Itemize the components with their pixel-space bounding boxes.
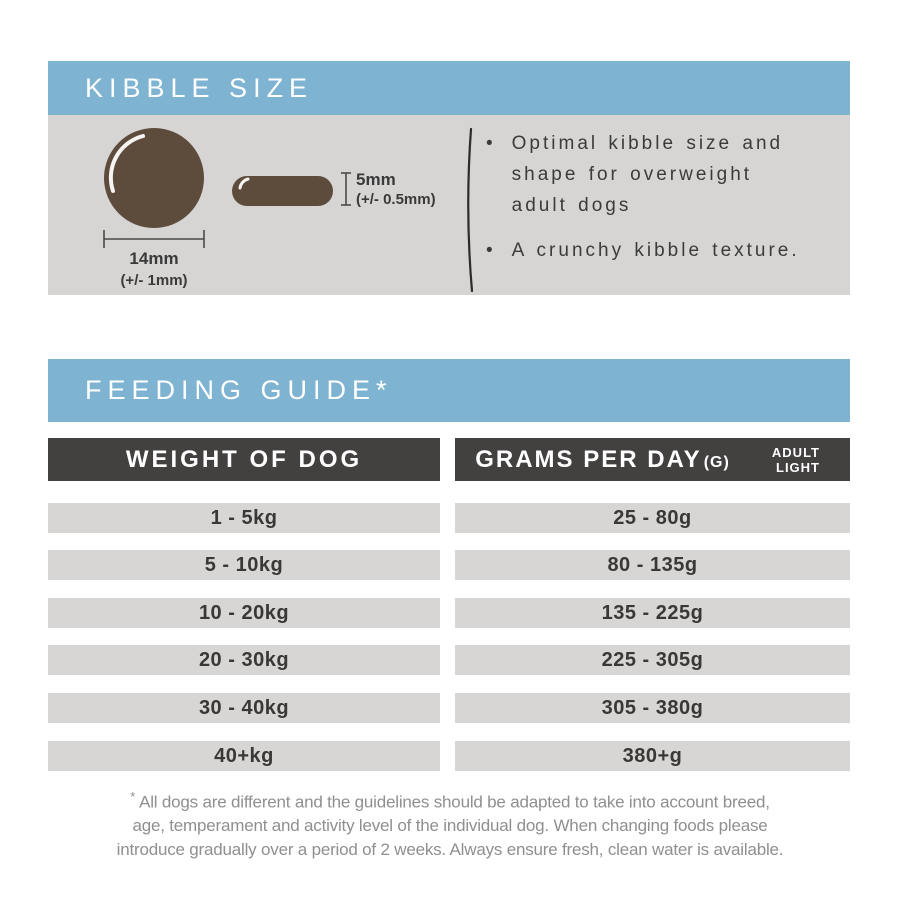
bullet-text: A crunchy kibble texture. xyxy=(511,240,800,261)
grams-unit-label: (G) xyxy=(703,453,730,471)
grams-header-label xyxy=(475,446,730,474)
table-cell-grams: 225 - 305g xyxy=(455,645,850,675)
diameter-dimension-line xyxy=(104,230,204,248)
height-tolerance-label: (+/- 0.5mm) xyxy=(356,191,436,208)
table-cell-weight: 30 - 40kg xyxy=(48,693,440,723)
badge-line-2: LIGHT xyxy=(776,459,820,475)
height-dimension-line xyxy=(341,173,351,205)
kibble-bullet-list xyxy=(486,128,826,266)
height-label: 5mm xyxy=(356,170,396,189)
footnote-line: introduce gradually over a period of 2 weeks. Always ensure fresh, clean water is available. xyxy=(116,839,784,859)
footnote-line: age, temperament and activity level of the individual dog. When changing foods please xyxy=(132,816,768,836)
table-cell-grams: 80 - 135g xyxy=(455,550,850,580)
table-cell-weight: 1 - 5kg xyxy=(48,503,440,533)
bullet-icon: • xyxy=(486,133,496,154)
diameter-label: 14mm xyxy=(129,249,179,268)
adult-light-badge xyxy=(772,445,820,475)
grams-header-text: GRAMS PER DAY xyxy=(475,445,702,473)
feeding-guide-title: FEEDING GUIDE* xyxy=(85,375,393,405)
table-cell-weight: 40+kg xyxy=(48,741,440,771)
weight-header-label: WEIGHT OF DOG xyxy=(125,445,363,473)
diameter-tolerance-label: (+/- 1mm) xyxy=(120,272,188,289)
table-cell-grams: 305 - 380g xyxy=(455,693,850,723)
footnote-text: All dogs are different and the guidelines should be adapted to take into account breed, xyxy=(139,792,770,812)
asterisk-marker: * xyxy=(130,789,136,804)
table-cell-grams: 380+g xyxy=(455,741,850,771)
feeding-guide-header-bar xyxy=(48,359,850,422)
list-item xyxy=(486,235,826,266)
table-cell-grams: 135 - 225g xyxy=(455,598,850,628)
grams-column-header xyxy=(455,438,850,481)
footnote xyxy=(45,785,855,861)
kibble-size-title: KIBBLE SIZE xyxy=(85,72,314,103)
badge-line-1: ADULT xyxy=(771,444,820,460)
kibble-top-view xyxy=(104,128,204,228)
footnote-line xyxy=(45,785,855,814)
list-item xyxy=(486,128,826,221)
table-cell-grams: 25 - 80g xyxy=(455,503,850,533)
bullet-icon: • xyxy=(486,240,496,261)
kibble-size-header-bar xyxy=(48,61,850,115)
divider-line xyxy=(468,129,472,291)
weight-column-header xyxy=(48,438,440,481)
table-cell-weight: 20 - 30kg xyxy=(48,645,440,675)
bullet-text: Optimal kibble size and shape for overweight adult dogs xyxy=(511,133,784,216)
kibble-diagram-panel xyxy=(48,115,850,295)
table-cell-weight: 10 - 20kg xyxy=(48,598,440,628)
table-cell-weight: 5 - 10kg xyxy=(48,550,440,580)
